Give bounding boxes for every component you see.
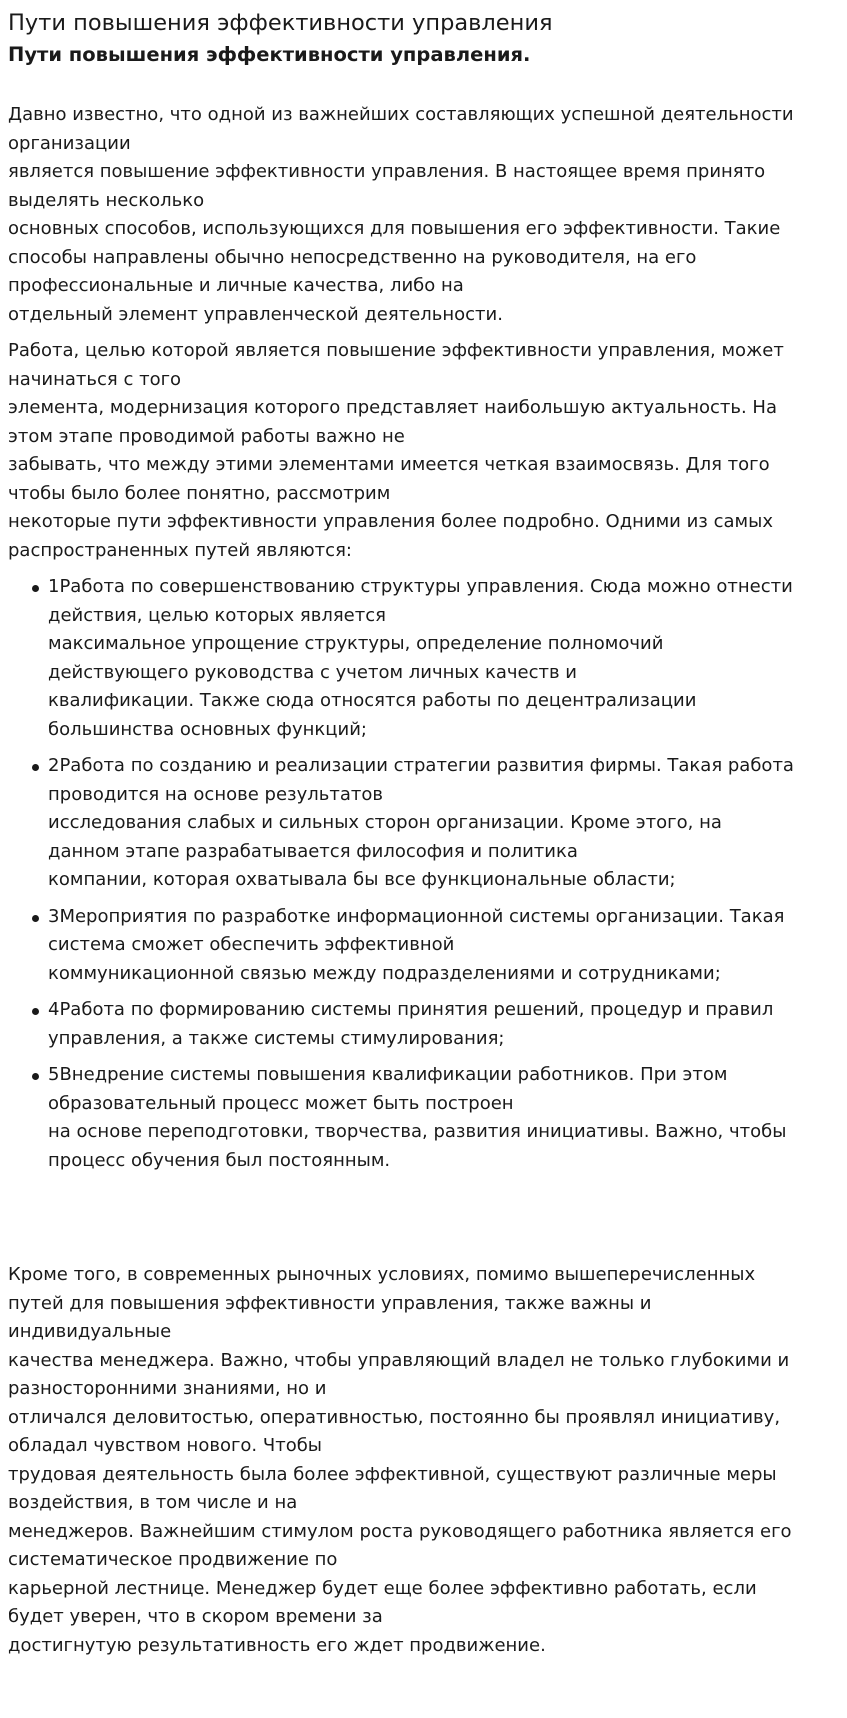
text-line: на основе переподготовки, творчества, развития инициативы. Важно, чтобы (48, 1121, 787, 1142)
text-line: отдельный элемент управленческой деятельности. (8, 303, 503, 325)
text-line: обладал чувством нового. Чтобы (8, 1435, 323, 1456)
text-line: Работа, целью которой является повышение эффективности управления, может (8, 340, 784, 361)
text-line: 1Работа по совершенствованию структуры управления. Сюда можно отнести (48, 576, 793, 597)
text-line: распространенных путей являются: (8, 539, 352, 561)
text-line: элемента, модернизация которого представляет наибольшую актуальность. На (8, 397, 777, 418)
text-line: образовательный процесс может быть построен (48, 1092, 514, 1114)
text-line: исследования слабых и сильных сторон организации. Кроме этого, на (48, 812, 722, 833)
text-line: способы направлены обычно непосредственно на руководителя, на его (8, 246, 697, 268)
text-line: разносторонними знаниями, но и (8, 1378, 327, 1399)
text-line: 3Мероприятия по разработке информационной системы организации. Такая (48, 905, 785, 927)
text-line: 2Работа по созданию и реализации стратегии развития фирмы. Такая работа (48, 755, 794, 776)
bullet-icon (32, 585, 39, 592)
text-line: 5Внедрение системы повышения квалификации работников. При этом (48, 1064, 728, 1085)
text-line: отличался деловитостью, оперативностью, постоянно бы проявлял инициативу, (8, 1406, 781, 1428)
text-line: индивидуальные (8, 1321, 172, 1342)
bullet-icon (32, 915, 39, 922)
bullet-icon (32, 1008, 39, 1015)
text-line: Кроме того, в современных рыночных условиях, помимо вышеперечисленных (8, 1264, 756, 1285)
text-line: данном этапе разрабатывается философия и политика (48, 840, 578, 862)
list-item (32, 1061, 847, 1175)
list-item (32, 903, 847, 989)
text-line: максимальное упрощение структуры, определение полномочий (48, 633, 664, 654)
text-line: основных способов, использующихся для повышения его эффективности. Такие (8, 218, 781, 239)
text-line: система сможет обеспечить эффективной (48, 934, 455, 955)
text-line: достигнутую результативность его ждет продвижение. (8, 1634, 546, 1656)
text-line: Давно известно, что одной из важнейших составляющих успешной деятельности (8, 104, 794, 125)
text-line: систематическое продвижение по (8, 1549, 338, 1570)
bullet-icon (32, 1073, 39, 1080)
text-line: организации (8, 132, 131, 154)
text-line: менеджеров. Важнейшим стимулом роста руководящего работника является его (8, 1520, 792, 1542)
text-line: выделять несколько (8, 189, 205, 211)
text-line: квалификации. Также сюда относятся работы по децентрализации (48, 690, 697, 711)
ways-list (8, 573, 847, 1175)
text-line: действия, целью которых является (48, 604, 386, 626)
text-line: процесс обучения был постоянным. (48, 1149, 391, 1171)
paragraph-work (8, 337, 847, 565)
text-line: коммуникационной связью между подразделениями и сотрудниками; (48, 962, 721, 984)
text-line: этом этапе проводимой работы важно не (8, 425, 405, 447)
text-line: профессиональные и личные качества, либо на (8, 275, 464, 296)
text-line: трудовая деятельность была более эффективной, существуют различные меры (8, 1463, 777, 1485)
text-line: карьерной лестнице. Менеджер будет еще более эффективно работать, если (8, 1577, 757, 1599)
text-line: проводится на основе результатов (48, 783, 383, 805)
text-line: воздействия, в том числе и на (8, 1492, 298, 1513)
text-line: большинства основных функций; (48, 718, 367, 740)
paragraph-manager-qualities (8, 1261, 847, 1660)
text-line: некоторые пути эффективности управления более подробно. Одними из самых (8, 511, 773, 532)
bullet-icon (32, 764, 39, 771)
list-item (32, 996, 847, 1053)
list-item (32, 573, 847, 744)
text-line: является повышение эффективности управления. В настоящее время принято (8, 161, 766, 182)
text-line: качества менеджера. Важно, чтобы управляющий владел не только глубокими и (8, 1349, 790, 1371)
text-line: управления, а также системы стимулирования; (48, 1027, 505, 1049)
page-title: Пути повышения эффективности управления (8, 10, 553, 36)
text-line: начинаться с того (8, 368, 182, 390)
text-line: действующего руководства с учетом личных качеств и (48, 661, 577, 683)
text-line: путей для повышения эффективности управления, также важны и (8, 1292, 652, 1314)
text-line: будет уверен, что в скором времени за (8, 1606, 383, 1627)
paragraph-intro (8, 101, 847, 329)
text-line: компании, которая охватывала бы все функциональные области; (48, 869, 676, 890)
list-item (32, 752, 847, 895)
article-heading: Пути повышения эффективности управления. (8, 43, 531, 66)
text-line: чтобы было более понятно, рассмотрим (8, 482, 391, 504)
text-line: 4Работа по формированию системы принятия решений, процедур и правил (48, 999, 774, 1020)
text-line: забывать, что между этими элементами имеется четкая взаимосвязь. Для того (8, 454, 770, 475)
